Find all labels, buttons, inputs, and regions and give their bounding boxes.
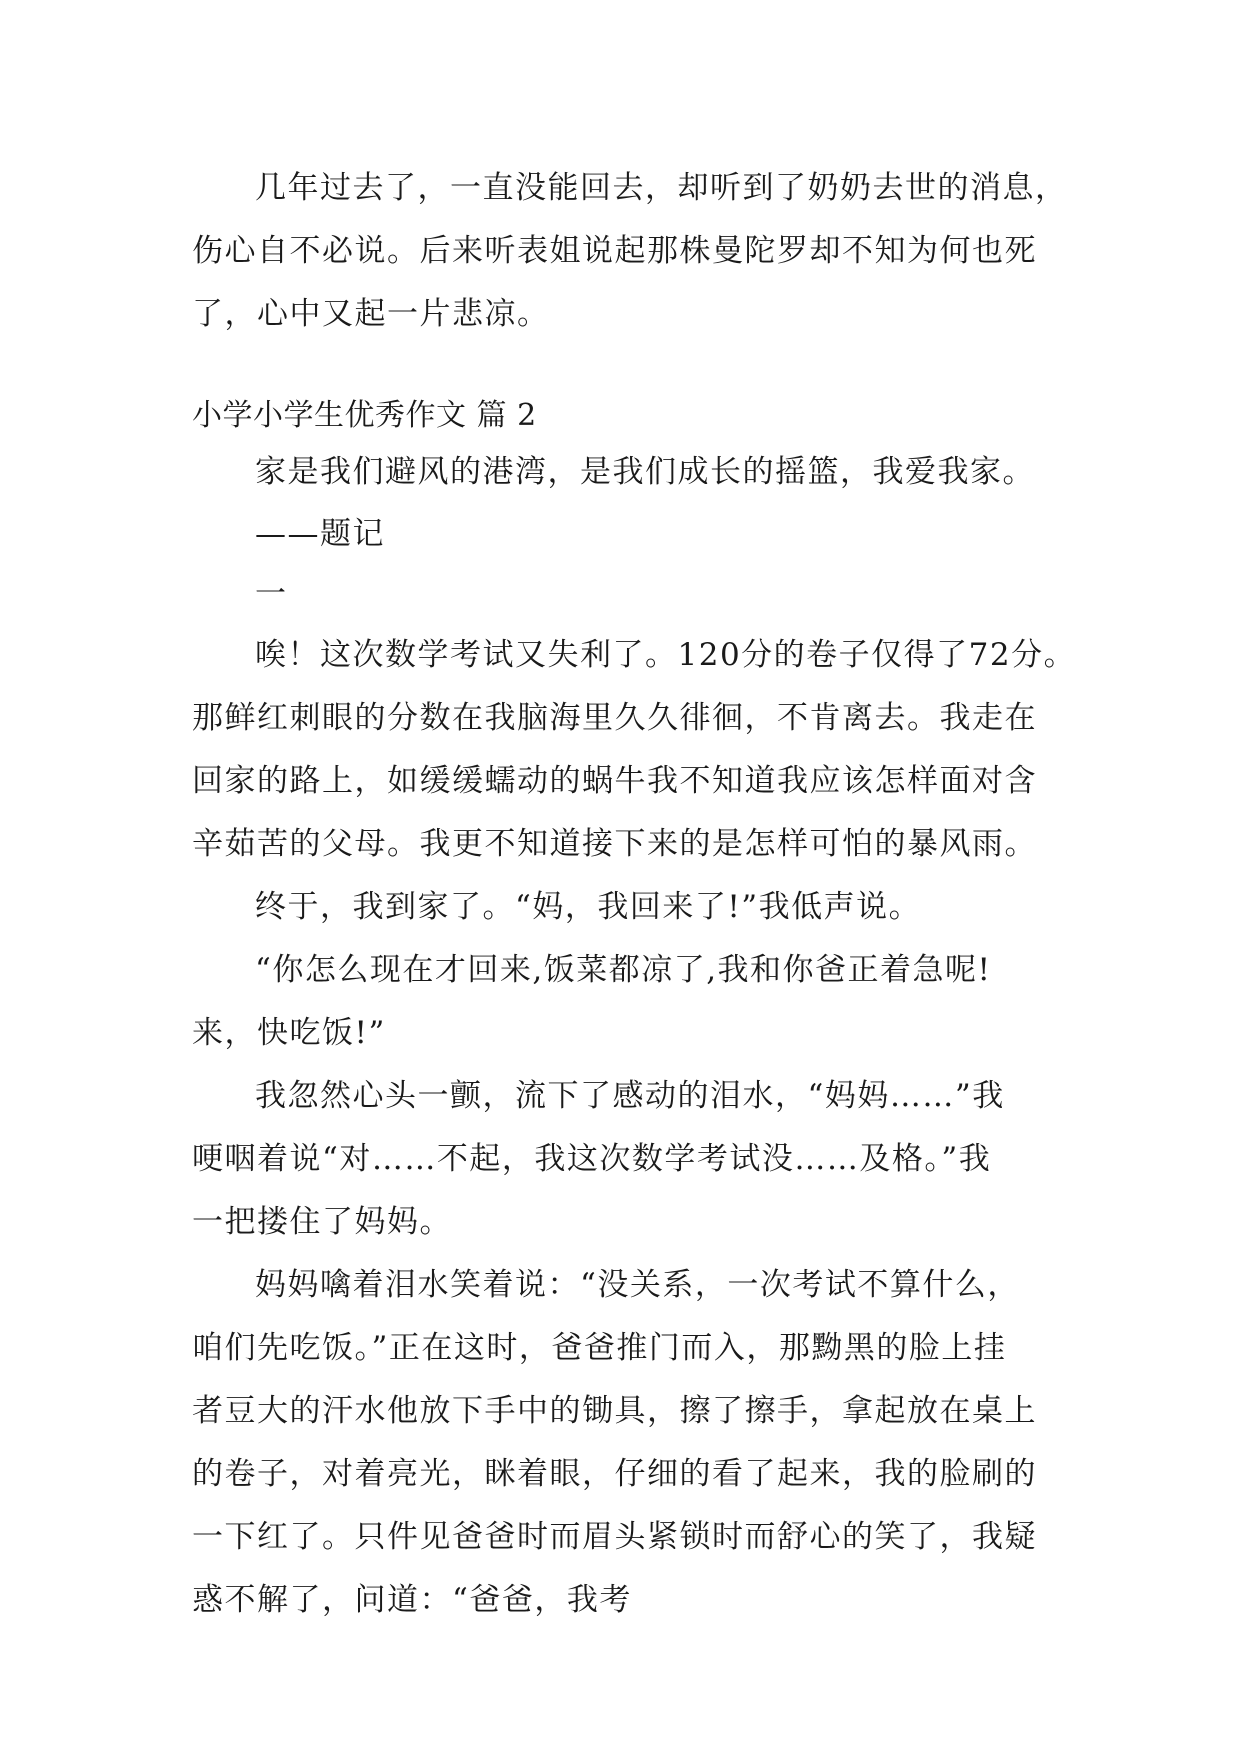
paragraph-line: 回家的路上，如缓缓蠕动的蜗牛我不知道我应该怎样面对含 xyxy=(192,763,1037,799)
paragraph-line: 的卷子，对着亮光，眯着眼，仔细的看了起来，我的脸刷的 xyxy=(192,1456,1037,1492)
part-marker: 一 xyxy=(255,576,288,612)
paragraph-line: 唉！这次数学考试又失利了。120分的卷子仅得了72分。 xyxy=(255,637,1077,673)
paragraph-line: 一下红了。只件见爸爸时而眉头紧锁时而舒心的笑了，我疑 xyxy=(192,1519,1037,1555)
paragraph-line: 惑不解了，问道：“爸爸，我考 xyxy=(192,1582,632,1618)
epigraph-attribution: ——题记 xyxy=(255,516,385,552)
paragraph-line: 了，心中又起一片悲凉。 xyxy=(192,296,550,332)
section-heading: 小学小学生优秀作文 篇 2 xyxy=(192,398,537,433)
paragraph-line: 终于，我到家了。“妈，我回来了!”我低声说。 xyxy=(255,889,922,925)
paragraph-line: 来，快吃饭!” xyxy=(192,1015,386,1051)
paragraph-line: 妈妈噙着泪水笑着说：“没关系，一次考试不算什么， xyxy=(255,1267,1020,1303)
paragraph-line: 咱们先吃饭。”正在这时，爸爸推门而入，那黝黑的脸上挂 xyxy=(192,1330,1007,1366)
epigraph: 家是我们避风的港湾，是我们成长的摇篮，我爱我家。 xyxy=(255,454,1035,490)
paragraph-line: 几年过去了，一直没能回去，却听到了奶奶去世的消息， xyxy=(255,170,1068,206)
paragraph-line: 我忽然心头一颤，流下了感动的泪水，“妈妈……”我 xyxy=(255,1078,1005,1114)
paragraph-line: “你怎么现在才回来,饭菜都凉了,我和你爸正着急呢! xyxy=(255,952,992,988)
paragraph-line: 哽咽着说“对……不起，我这次数学考试没……及格。”我 xyxy=(192,1141,992,1177)
paragraph-line: 一把搂住了妈妈。 xyxy=(192,1204,452,1240)
paragraph-line: 辛茹苦的父母。我更不知道接下来的是怎样可怕的暴风雨。 xyxy=(192,826,1037,862)
paragraph-line: 那鲜红刺眼的分数在我脑海里久久徘徊，不肯离去。我走在 xyxy=(192,700,1037,736)
paragraph-line: 者豆大的汗水他放下手中的锄具，擦了擦手，拿起放在桌上 xyxy=(192,1393,1037,1429)
paragraph-line: 伤心自不必说。后来听表姐说起那株曼陀罗却不知为何也死 xyxy=(192,233,1037,269)
